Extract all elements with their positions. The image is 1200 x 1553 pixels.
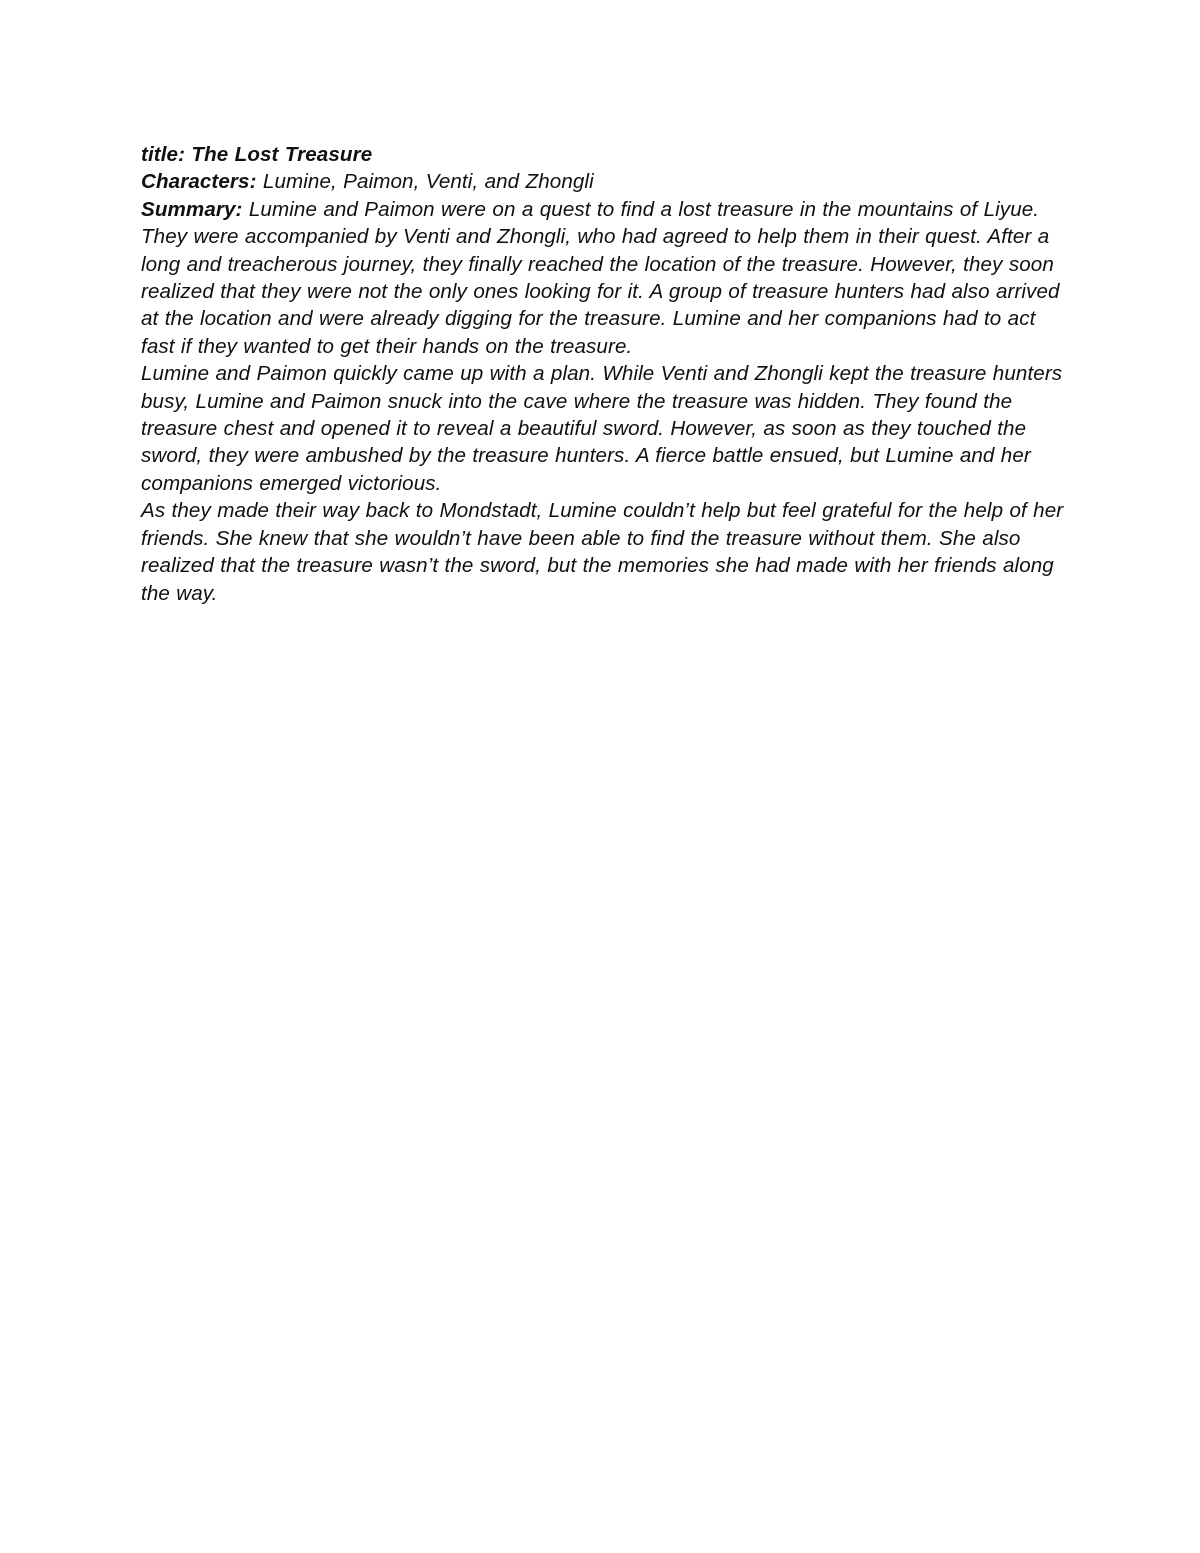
summary-label: Summary:: [141, 197, 243, 221]
document-title: The Lost Treasure: [191, 143, 373, 166]
characters-label: Characters:: [141, 170, 257, 194]
story-paragraph-3: As they made their way back to Mondstadt, Lumine couldn’t help but feel grateful for the help of her friends. She knew that she wouldn’t have been able to find the treasure without them. She also realized that the treasure wasn’t the sword, but the memories she had made with her friends along the way.: [141, 499, 1064, 605]
characters-list: Lumine, Paimon, Venti, and Zhongli: [262, 170, 594, 194]
document-body: [141, 141, 1066, 607]
characters-line: [141, 168, 1066, 195]
story-paragraph-2: Lumine and Paimon quickly came up with a plan. While Venti and Zhongli kept the treasure hunters busy, Lumine and Paimon snuck into the cave where the treasure was hidden. They found the treasure chest and opened it to reveal a beautiful sword. However, as soon as they touched the sword, they were ambushed by the treasure hunters. A fierce battle ensued, but Lumine and her companions emerged victorious.: [141, 362, 1063, 495]
title-line: [141, 141, 1066, 168]
title-label: title:: [141, 143, 186, 166]
summary-text: Lumine and Paimon were on a quest to find a lost treasure in the mountains of Liyue. They were accompanied by Venti and Zhongli, who had agreed to help them in their quest. After a long and treacherous journey, they finally reached the location of the treasure. However, they soon realized that they were not the only ones looking for it. A group of treasure hunters had also arrived at the location and were already digging for the treasure. Lumine and her companions had to act fast if they wanted to get their hands on the treasure.: [141, 197, 1060, 358]
summary-paragraph: [141, 196, 1066, 360]
